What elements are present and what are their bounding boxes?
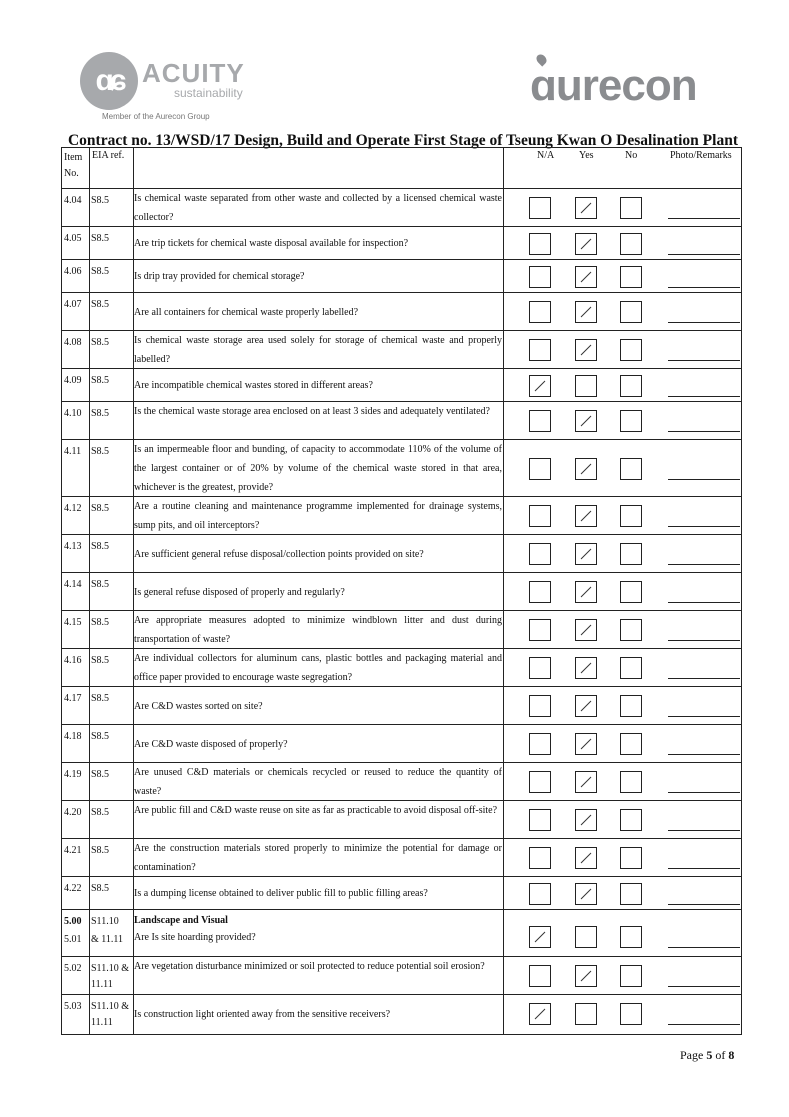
remarks-field[interactable] bbox=[668, 431, 740, 432]
page-total: 8 bbox=[728, 1048, 735, 1062]
remarks-field[interactable] bbox=[668, 564, 740, 565]
item-number: 4.19 bbox=[64, 769, 82, 780]
tick-mark-icon bbox=[534, 380, 546, 392]
checkbox-no[interactable] bbox=[620, 375, 642, 397]
eia-reference: S11.10 bbox=[91, 916, 119, 927]
checkbox-no[interactable] bbox=[620, 505, 642, 527]
checkbox-na[interactable] bbox=[529, 505, 551, 527]
checkbox-na[interactable] bbox=[529, 266, 551, 288]
remarks-field[interactable] bbox=[668, 479, 740, 480]
table-row bbox=[62, 839, 741, 877]
table-row bbox=[62, 801, 741, 839]
item-number: 4.21 bbox=[64, 845, 82, 856]
item-number: 4.07 bbox=[64, 299, 82, 310]
column-divider bbox=[503, 148, 504, 1034]
section-heading: Landscape and Visual bbox=[134, 915, 228, 926]
item-number: 4.10 bbox=[64, 408, 82, 419]
tick-mark-icon bbox=[580, 776, 592, 788]
checkbox-no[interactable] bbox=[620, 695, 642, 717]
remarks-field[interactable] bbox=[668, 716, 740, 717]
tick-mark-icon bbox=[580, 624, 592, 636]
tick-mark-icon bbox=[580, 238, 592, 250]
checkbox-yes[interactable] bbox=[575, 543, 597, 565]
checklist-question: Are appropriate measures adopted to minimize windblown litter and dust during transportation of waste? bbox=[134, 615, 502, 645]
eia-reference: S11.10 & bbox=[91, 963, 129, 974]
eia-reference: S8.5 bbox=[91, 579, 110, 590]
eia-reference: S8.5 bbox=[91, 617, 110, 628]
item-number: 5.02 bbox=[64, 963, 82, 974]
eia-reference: S8.5 bbox=[91, 337, 110, 348]
item-number: 4.16 bbox=[64, 655, 82, 666]
checkbox-na[interactable] bbox=[529, 926, 551, 948]
checklist-question: Are individual collectors for aluminum cans, plastic bottles and packaging material and office paper provided to encourage waste segregation? bbox=[134, 653, 502, 683]
eia-reference: S8.5 bbox=[91, 883, 110, 894]
table-row bbox=[62, 440, 741, 497]
checkbox-na[interactable] bbox=[529, 197, 551, 219]
item-number: 4.13 bbox=[64, 541, 82, 552]
remarks-field[interactable] bbox=[668, 218, 740, 219]
eia-reference: S8.5 bbox=[91, 408, 110, 419]
remarks-field[interactable] bbox=[668, 322, 740, 323]
table-row bbox=[62, 189, 741, 227]
checkbox-na[interactable] bbox=[529, 233, 551, 255]
checkbox-yes[interactable] bbox=[575, 809, 597, 831]
checkbox-no[interactable] bbox=[620, 883, 642, 905]
checkbox-no[interactable] bbox=[620, 771, 642, 793]
checklist-question: Is drip tray provided for chemical storage? bbox=[134, 271, 305, 282]
checkbox-na[interactable] bbox=[529, 657, 551, 679]
tick-mark-icon bbox=[580, 852, 592, 864]
checklist-question: Is construction light oriented away from the sensitive receivers? bbox=[134, 1009, 391, 1020]
column-header-no: No bbox=[625, 150, 638, 161]
checkbox-yes[interactable] bbox=[575, 771, 597, 793]
eia-reference: S8.5 bbox=[91, 503, 110, 514]
checklist-question: Is the chemical waste storage area enclosed on at least 3 sides and adequately ventilated? bbox=[134, 406, 490, 417]
table-row bbox=[62, 573, 741, 611]
eia-reference-cont: 11.11 bbox=[91, 979, 113, 990]
item-number: 4.15 bbox=[64, 617, 82, 628]
checkbox-no[interactable] bbox=[620, 847, 642, 869]
checkbox-yes[interactable] bbox=[575, 301, 597, 323]
item-number: 4.18 bbox=[64, 731, 82, 742]
tick-mark-icon bbox=[580, 463, 592, 475]
checkbox-no[interactable] bbox=[620, 266, 642, 288]
page-current: 5 bbox=[706, 1048, 713, 1062]
eia-reference-cont: & 11.11 bbox=[91, 934, 124, 945]
checkbox-yes[interactable] bbox=[575, 375, 597, 397]
item-number: 5.03 bbox=[64, 1001, 82, 1012]
item-number: 4.22 bbox=[64, 883, 82, 894]
table-row bbox=[62, 995, 741, 1033]
tick-mark-icon bbox=[580, 586, 592, 598]
checklist-question: Are vegetation disturbance minimized or soil protected to reduce potential soil erosion? bbox=[134, 961, 485, 972]
remarks-field[interactable] bbox=[668, 1024, 740, 1025]
checklist-question: Are sufficient general refuse disposal/collection points provided on site? bbox=[134, 549, 424, 560]
remarks-field[interactable] bbox=[668, 396, 740, 397]
item-number: 4.11 bbox=[64, 446, 82, 457]
checklist-question: Are Is site hoarding provided? bbox=[134, 932, 256, 943]
remarks-field[interactable] bbox=[668, 904, 740, 905]
eia-reference-cont: 11.11 bbox=[91, 1017, 113, 1028]
checklist-question: Are a routine cleaning and maintenance programme implemented for drainage systems, sump pits, and oil interceptors? bbox=[134, 501, 502, 531]
checkbox-yes[interactable] bbox=[575, 505, 597, 527]
table-header-row bbox=[62, 148, 741, 189]
acuity-member-text: Member of the Aurecon Group bbox=[102, 112, 210, 121]
checklist-question: Are all containers for chemical waste properly labelled? bbox=[134, 307, 359, 318]
checklist-question: Is chemical waste storage area used solely for storage of chemical waste and properly labelled? bbox=[134, 335, 502, 365]
checklist-question: Are trip tickets for chemical waste disposal available for inspection? bbox=[134, 238, 409, 249]
remarks-field[interactable] bbox=[668, 754, 740, 755]
checkbox-yes[interactable] bbox=[575, 233, 597, 255]
checklist-question: Are public fill and C&D waste reuse on site as far as practicable to avoid disposal off-site? bbox=[134, 805, 498, 816]
item-number-sub: 5.01 bbox=[64, 934, 82, 945]
checkbox-yes[interactable] bbox=[575, 657, 597, 679]
remarks-field[interactable] bbox=[668, 526, 740, 527]
checklist-question: Is chemical waste separated from other waste and collected by a licensed chemical waste collector? bbox=[134, 193, 502, 223]
acuity-logo-sub: sustainability bbox=[174, 86, 243, 100]
eia-reference: S8.5 bbox=[91, 299, 110, 310]
page-prefix: Page bbox=[680, 1048, 707, 1062]
checkbox-no[interactable] bbox=[620, 619, 642, 641]
eia-reference: S8.5 bbox=[91, 266, 110, 277]
checkbox-no[interactable] bbox=[620, 733, 642, 755]
table-row bbox=[62, 369, 741, 402]
checklist-question: Are unused C&D materials or chemicals recycled or reused to reduce the quantity of waste? bbox=[134, 767, 502, 797]
tick-mark-icon bbox=[580, 202, 592, 214]
checkbox-no[interactable] bbox=[620, 581, 642, 603]
remarks-field[interactable] bbox=[668, 287, 740, 288]
tick-mark-icon bbox=[580, 970, 592, 982]
checklist-question: Is an impermeable floor and bunding, of capacity to accommodate 110% of the volume of the largest container or of 20% by volume of the chemical waste stored in that area, whichever is the greatest, provide? bbox=[134, 444, 502, 493]
checkbox-na[interactable] bbox=[529, 965, 551, 987]
tick-mark-icon bbox=[580, 548, 592, 560]
page-of: of bbox=[712, 1048, 729, 1062]
remarks-field[interactable] bbox=[668, 947, 740, 948]
checkbox-no[interactable] bbox=[620, 965, 642, 987]
tick-mark-icon bbox=[580, 510, 592, 522]
table-row bbox=[62, 331, 741, 369]
checkbox-na[interactable] bbox=[529, 301, 551, 323]
checkbox-yes[interactable] bbox=[575, 458, 597, 480]
checkbox-na[interactable] bbox=[529, 883, 551, 905]
remarks-field[interactable] bbox=[668, 830, 740, 831]
checkbox-no[interactable] bbox=[620, 197, 642, 219]
checklist-table bbox=[61, 147, 742, 1035]
eia-reference: S8.5 bbox=[91, 541, 110, 552]
tick-mark-icon bbox=[580, 344, 592, 356]
checkbox-na[interactable] bbox=[529, 581, 551, 603]
checklist-question: Are C&D waste disposed of properly? bbox=[134, 739, 288, 750]
acuity-logo bbox=[80, 52, 280, 122]
checkbox-yes[interactable] bbox=[575, 619, 597, 641]
checkbox-na[interactable] bbox=[529, 543, 551, 565]
column-header-remarks: Photo/Remarks bbox=[670, 150, 732, 161]
checkbox-yes[interactable] bbox=[575, 266, 597, 288]
tick-mark-icon bbox=[580, 700, 592, 712]
eia-reference: S8.5 bbox=[91, 446, 110, 457]
checkbox-no[interactable] bbox=[620, 458, 642, 480]
eia-reference: S8.5 bbox=[91, 769, 110, 780]
eia-reference: S8.5 bbox=[91, 845, 110, 856]
item-number: 4.14 bbox=[64, 579, 82, 590]
tick-mark-icon bbox=[580, 306, 592, 318]
checklist-question: Is general refuse disposed of properly and regularly? bbox=[134, 587, 345, 598]
remarks-field[interactable] bbox=[668, 602, 740, 603]
table-row bbox=[62, 957, 741, 995]
checkbox-no[interactable] bbox=[620, 926, 642, 948]
tick-mark-icon bbox=[580, 271, 592, 283]
checkbox-no[interactable] bbox=[620, 233, 642, 255]
checkbox-na[interactable] bbox=[529, 847, 551, 869]
document-title: Contract no. 13/WSD/17 Design, Build and Operate First Stage of Tseung Kwan O Desalination Plant bbox=[67, 132, 738, 149]
checkbox-yes[interactable] bbox=[575, 926, 597, 948]
item-number: 4.08 bbox=[64, 337, 82, 348]
item-number: 4.04 bbox=[64, 195, 82, 206]
eia-reference: S11.10 & bbox=[91, 1001, 129, 1012]
table-row bbox=[62, 687, 741, 725]
table-row bbox=[62, 497, 741, 535]
checkbox-yes[interactable] bbox=[575, 410, 597, 432]
item-number: 5.00 bbox=[64, 916, 82, 927]
checklist-question: Are the construction materials stored properly to minimize the potential for damage or contamination? bbox=[134, 843, 502, 873]
item-number: 4.17 bbox=[64, 693, 82, 704]
remarks-field[interactable] bbox=[668, 986, 740, 987]
remarks-field[interactable] bbox=[668, 360, 740, 361]
checkbox-yes[interactable] bbox=[575, 733, 597, 755]
table-row bbox=[62, 763, 741, 801]
remarks-field[interactable] bbox=[668, 640, 740, 641]
checkbox-yes[interactable] bbox=[575, 695, 597, 717]
table-row bbox=[62, 611, 741, 649]
checklist-question: Are C&D wastes sorted on site? bbox=[134, 701, 263, 712]
eia-reference: S8.5 bbox=[91, 195, 110, 206]
checkbox-na[interactable] bbox=[529, 619, 551, 641]
table-row bbox=[62, 910, 741, 957]
column-header-eia-ref: EIA ref. bbox=[92, 150, 125, 161]
item-number: 4.12 bbox=[64, 503, 82, 514]
item-number: 4.06 bbox=[64, 266, 82, 277]
remarks-field[interactable] bbox=[668, 254, 740, 255]
eia-reference: S8.5 bbox=[91, 233, 110, 244]
table-row bbox=[62, 649, 741, 687]
remarks-field[interactable] bbox=[668, 792, 740, 793]
eia-reference: S8.5 bbox=[91, 731, 110, 742]
checkbox-na[interactable] bbox=[529, 410, 551, 432]
table-row bbox=[62, 293, 741, 331]
checkbox-yes[interactable] bbox=[575, 1003, 597, 1025]
eia-reference: S8.5 bbox=[91, 375, 110, 386]
aurecon-logo: ɑurecon bbox=[530, 61, 697, 110]
column-header-item: Item No. bbox=[64, 152, 83, 179]
checkbox-na[interactable] bbox=[529, 1003, 551, 1025]
checkbox-yes[interactable] bbox=[575, 197, 597, 219]
column-divider bbox=[89, 148, 90, 1034]
table-row bbox=[62, 877, 741, 910]
item-number: 4.09 bbox=[64, 375, 82, 386]
checkbox-yes[interactable] bbox=[575, 339, 597, 361]
tick-mark-icon bbox=[580, 662, 592, 674]
table-row bbox=[62, 227, 741, 260]
checkbox-na[interactable] bbox=[529, 733, 551, 755]
eia-reference: S8.5 bbox=[91, 807, 110, 818]
checkbox-yes[interactable] bbox=[575, 847, 597, 869]
item-number: 4.05 bbox=[64, 233, 82, 244]
acuity-logo-letters: ɑɕ bbox=[95, 64, 123, 97]
item-number: 4.20 bbox=[64, 807, 82, 818]
checkbox-no[interactable] bbox=[620, 809, 642, 831]
checkbox-no[interactable] bbox=[620, 410, 642, 432]
page-number bbox=[680, 1048, 734, 1063]
checkbox-na[interactable] bbox=[529, 339, 551, 361]
checkbox-na[interactable] bbox=[529, 695, 551, 717]
acuity-logo-mark bbox=[80, 52, 138, 110]
checkbox-na[interactable] bbox=[529, 771, 551, 793]
checkbox-yes[interactable] bbox=[575, 965, 597, 987]
column-header-yes: Yes bbox=[579, 150, 594, 161]
checklist-question: Is a dumping license obtained to deliver public fill to public filling areas? bbox=[134, 888, 428, 899]
eia-reference: S8.5 bbox=[91, 655, 110, 666]
remarks-field[interactable] bbox=[668, 678, 740, 679]
checkbox-no[interactable] bbox=[620, 657, 642, 679]
tick-mark-icon bbox=[534, 931, 546, 943]
tick-mark-icon bbox=[534, 1008, 546, 1020]
checkbox-na[interactable] bbox=[529, 375, 551, 397]
checkbox-no[interactable] bbox=[620, 543, 642, 565]
acuity-logo-name: ACUITY bbox=[142, 58, 245, 88]
table-row bbox=[62, 725, 741, 763]
checkbox-yes[interactable] bbox=[575, 581, 597, 603]
column-divider bbox=[133, 148, 134, 1034]
eia-reference: S8.5 bbox=[91, 693, 110, 704]
tick-mark-icon bbox=[580, 814, 592, 826]
checkbox-no[interactable] bbox=[620, 339, 642, 361]
table-row bbox=[62, 260, 741, 293]
table-row bbox=[62, 402, 741, 440]
tick-mark-icon bbox=[580, 738, 592, 750]
tick-mark-icon bbox=[580, 415, 592, 427]
checkbox-na[interactable] bbox=[529, 809, 551, 831]
table-row bbox=[62, 535, 741, 573]
remarks-field[interactable] bbox=[668, 868, 740, 869]
checkbox-yes[interactable] bbox=[575, 883, 597, 905]
column-header-na: N/A bbox=[537, 150, 555, 161]
checkbox-na[interactable] bbox=[529, 458, 551, 480]
checkbox-no[interactable] bbox=[620, 301, 642, 323]
checkbox-no[interactable] bbox=[620, 1003, 642, 1025]
tick-mark-icon bbox=[580, 888, 592, 900]
checklist-question: Are incompatible chemical wastes stored in different areas? bbox=[134, 380, 373, 391]
